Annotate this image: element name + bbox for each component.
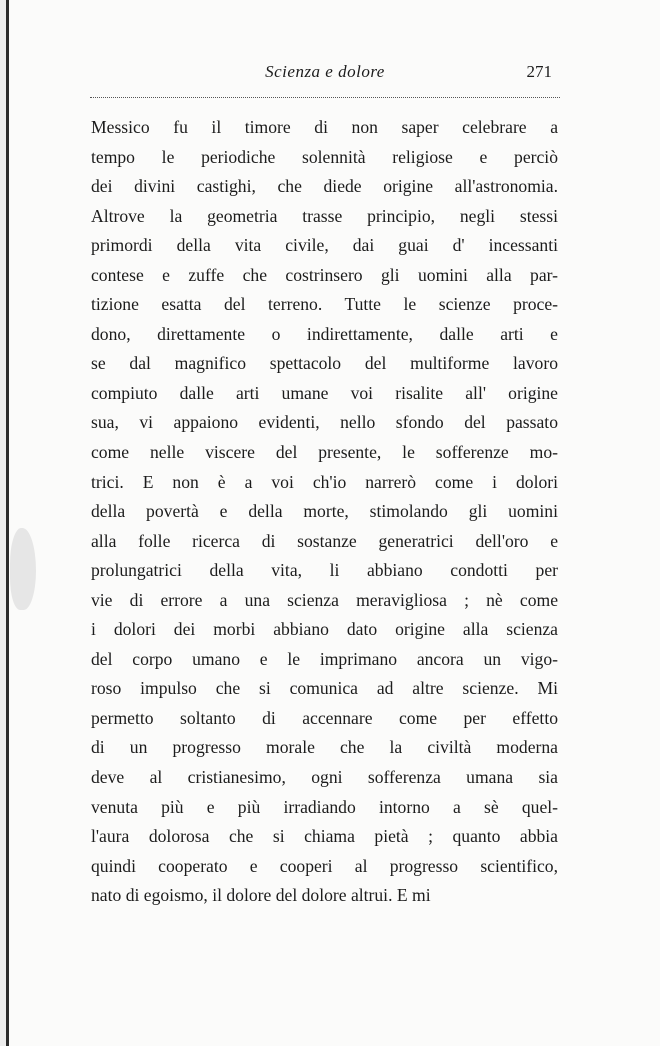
text-line: tempo le periodiche solennità religiose e perciò: [91, 146, 558, 167]
text-line: della povertà e della morte, stimolando gli uomini: [91, 501, 558, 522]
text-line: nato di egoismo, il dolore del dolore altrui. E mi: [91, 885, 431, 906]
binding-edge: [6, 0, 9, 1046]
text-line: dei divini castighi, che diede origine all'astronomia.: [91, 176, 558, 197]
text-line: sua, vi appaiono evidenti, nello sfondo del passato: [91, 412, 558, 433]
text-line: deve al cristianesimo, ogni sofferenza umana sia: [91, 767, 558, 788]
text-line: trici. E non è a voi ch'io narrerò come i dolori: [91, 471, 558, 492]
text-line: vie di errore a una scienza meravigliosa ; nè come: [91, 589, 558, 610]
text-line: i dolori dei morbi abbiano dato origine alla scienza: [91, 619, 558, 640]
text-line: permetto soltanto di accennare come per effetto: [91, 707, 558, 728]
text-line: come nelle viscere del presente, le sofferenze mo-: [91, 442, 558, 463]
text-line: del corpo umano e le imprimano ancora un vigo-: [91, 648, 558, 669]
text-line: alla folle ricerca di sostanze generatrici dell'oro e: [91, 530, 558, 551]
text-line: prolungatrici della vita, li abbiano condotti per: [91, 560, 558, 581]
text-line: se dal magnifico spettacolo del multiforme lavoro: [91, 353, 558, 374]
text-line: roso impulso che si comunica ad altre scienze. Mi: [91, 678, 558, 699]
paper-stain: [10, 528, 36, 610]
text-line: compiuto dalle arti umane voi risalite all' origine: [91, 382, 558, 403]
page-number: 271: [526, 62, 552, 81]
body-text: [91, 113, 558, 911]
running-title: Scienza e dolore: [265, 62, 385, 81]
text-line: Messico fu il timore di non saper celebrare a: [91, 117, 558, 137]
text-line: tizione esatta del terreno. Tutte le scienze proce-: [91, 294, 558, 315]
text-line: Altrove la geometria trasse principio, negli stessi: [91, 205, 558, 226]
text-line: l'aura dolorosa che si chiama pietà ; quanto abbia: [91, 826, 558, 847]
text-line: di un progresso morale che la civiltà moderna: [91, 737, 558, 758]
text-line: contese e zuffe che costrinsero gli uomini alla par-: [91, 264, 558, 285]
text-line: venuta più e più irradiando intorno a sè quel-: [91, 796, 558, 817]
text-line: quindi cooperato e cooperi al progresso scientifico,: [91, 855, 558, 876]
text-line: primordi della vita civile, dai guai d' incessanti: [91, 235, 558, 256]
page-header: [90, 62, 560, 88]
header-rule: [90, 97, 560, 98]
text-line: dono, direttamente o indirettamente, dalle arti e: [91, 323, 558, 344]
